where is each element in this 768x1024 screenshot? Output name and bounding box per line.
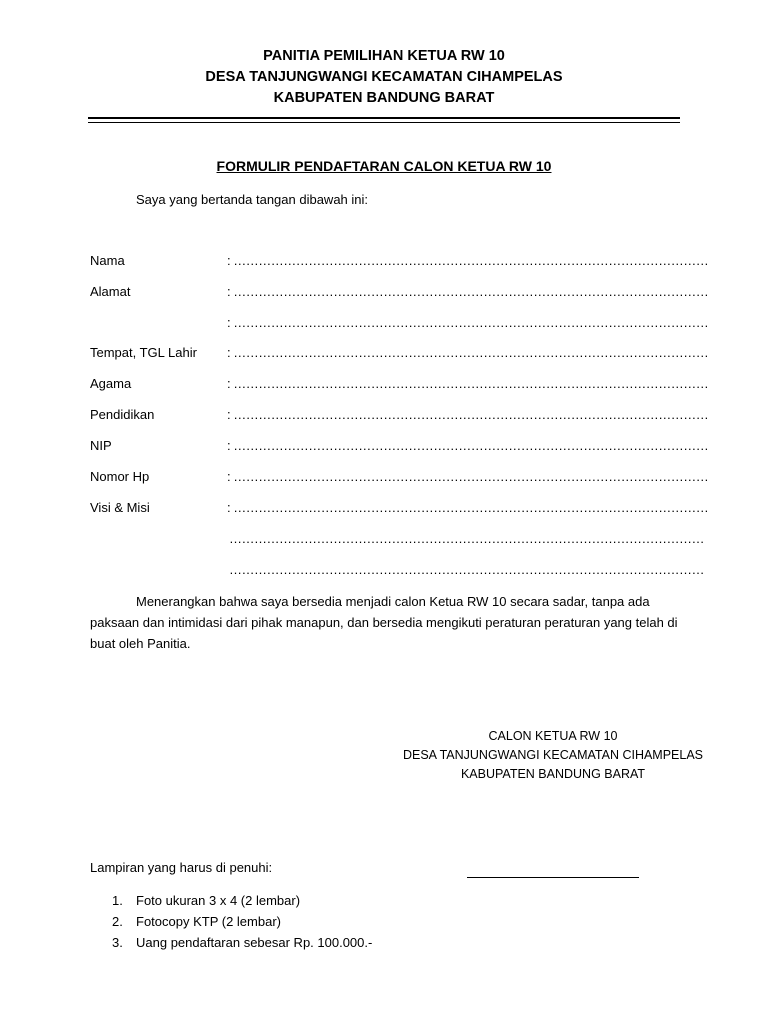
statement-paragraph — [90, 591, 680, 654]
field-value[interactable]: : …………………………………………………………………………………………………… — [227, 315, 709, 330]
document-header — [0, 46, 768, 109]
field-label: NIP — [90, 438, 112, 453]
signature-block — [393, 727, 713, 784]
field-visi-misi[interactable] — [90, 500, 709, 520]
field-value[interactable]: : …………………………………………………………………………………………………… — [227, 500, 709, 515]
field-nip[interactable] — [90, 438, 709, 458]
field-label: Visi & Misi — [90, 500, 150, 515]
list-item — [112, 890, 372, 911]
header-line-2: DESA TANJUNGWANGI KECAMATAN CIHAMPELAS — [205, 69, 563, 85]
list-item-text: Fotocopy KTP (2 lembar) — [136, 914, 281, 929]
visi-misi-line-2[interactable]: …………………………………………………………………………………………………… — [229, 531, 704, 546]
field-label: Pendidikan — [90, 407, 155, 422]
field-tempat-tgl-lahir[interactable] — [90, 345, 709, 365]
intro-text: Saya yang bertanda tangan dibawah ini: — [136, 192, 369, 207]
header-line-3: KABUPATEN BANDUNG BARAT — [273, 90, 495, 106]
field-label: Nama — [90, 253, 125, 268]
visi-misi-line-3[interactable]: …………………………………………………………………………………………………… — [229, 562, 704, 577]
field-value[interactable]: : …………………………………………………………………………………………………… — [227, 438, 709, 453]
signature-line-2: DESA TANJUNGWANGI KECAMATAN CIHAMPELAS — [402, 748, 704, 762]
signature-underline — [467, 877, 639, 878]
field-value[interactable]: : …………………………………………………………………………………………………… — [227, 345, 709, 360]
field-alamat[interactable] — [90, 284, 709, 304]
signature-line-1: CALON KETUA RW 10 — [488, 729, 618, 743]
field-nomor-hp[interactable] — [90, 469, 709, 489]
field-pendidikan[interactable] — [90, 407, 709, 427]
list-item-number: 2. — [112, 914, 123, 929]
list-item-text: Uang pendaftaran sebesar Rp. 100.000.- — [136, 935, 373, 950]
form-title: FORMULIR PENDAFTARAN CALON KETUA RW 10 — [216, 158, 552, 174]
field-value[interactable]: : …………………………………………………………………………………………………… — [227, 284, 709, 299]
field-value[interactable]: : …………………………………………………………………………………………………… — [227, 469, 709, 484]
field-value[interactable]: : …………………………………………………………………………………………………… — [227, 407, 709, 422]
field-agama[interactable] — [90, 376, 709, 396]
list-item — [112, 911, 372, 932]
list-item-number: 3. — [112, 935, 123, 950]
header-divider-thick — [88, 117, 680, 119]
list-item — [112, 932, 372, 953]
attachments-title: Lampiran yang harus di penuhi: — [90, 860, 273, 875]
statement-text: Menerangkan bahwa saya bersedia menjadi calon Ketua RW 10 secara sadar, tanpa ada paksaan dan intimidasi dari pihak manapun, dan bersedia mengikuti peraturan peraturan yang telah di buat oleh Panitia. — [90, 594, 678, 651]
field-label: Agama — [90, 376, 132, 391]
list-item-text: Foto ukuran 3 x 4 (2 lembar) — [136, 893, 301, 908]
field-alamat-cont[interactable] — [90, 315, 709, 335]
list-item-number: 1. — [112, 893, 123, 908]
field-label: Nomor Hp — [90, 469, 150, 484]
header-divider-thin — [88, 122, 680, 123]
header-line-1: PANITIA PEMILIHAN KETUA RW 10 — [263, 48, 505, 64]
field-nama[interactable] — [90, 253, 709, 273]
signature-line-3: KABUPATEN BANDUNG BARAT — [460, 767, 646, 781]
field-label: Alamat — [90, 284, 131, 299]
field-label: Tempat, TGL Lahir — [90, 345, 197, 360]
field-value[interactable]: : …………………………………………………………………………………………………… — [227, 376, 709, 391]
field-value[interactable]: : …………………………………………………………………………………………………… — [227, 253, 709, 268]
attachments-list — [112, 890, 372, 953]
